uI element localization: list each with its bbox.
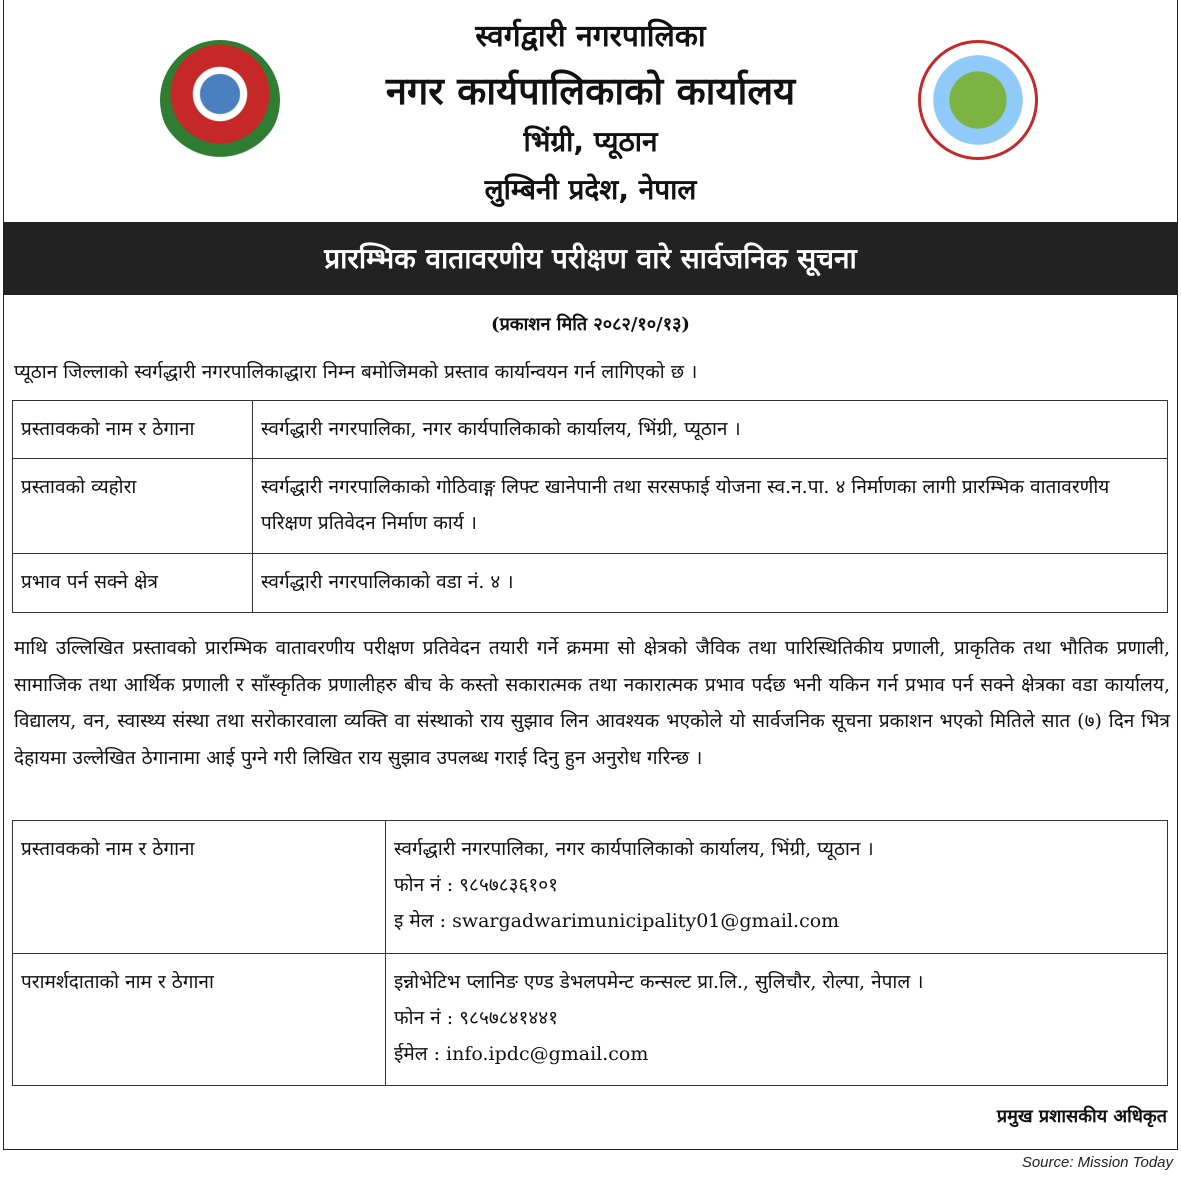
email: इ मेल : swargadwarimunicipality01@gmail.com <box>394 910 840 932</box>
row-label: परामर्शदाताको नाम र ठेगाना <box>13 954 386 1086</box>
proposal-table <box>12 400 1168 613</box>
phone: फोन नं : ९८५७८३६१०१ <box>394 874 558 896</box>
office-name: नगर कार्यपालिकाको कार्यालय <box>385 69 796 113</box>
table-row <box>13 954 1168 1086</box>
row-value: स्वर्गद्धारी नगरपालिकाको वडा नं. ४ । <box>253 554 1168 613</box>
row-value <box>386 954 1168 1086</box>
source-credit: Source: Mission Today <box>1021 1154 1173 1171</box>
signature-title: प्रमुख प्रशासकीय अधिकृत <box>996 1106 1167 1127</box>
table-row <box>13 821 1168 954</box>
publication-date: (प्रकाशन मिति २०८२/१०/१३) <box>491 314 690 335</box>
row-label: प्रभाव पर्न सक्ने क्षेत्र <box>13 554 253 613</box>
header <box>0 0 1181 222</box>
table-row <box>13 459 1168 554</box>
body-paragraph: माथि उल्लिखित प्रस्तावको प्रारम्भिक वातावरणीय परीक्षण प्रतिवेदन तयारी गर्ने क्रममा सो क्षेत्रको जैविक तथा पारिस्थितिकीय प्रणाली, प्राकृतिक तथा भौतिक प्रणाली, सामाजिक तथा आर्थिक प्रणाली र साँस्कृतिक प्रणालीहरु बीच के कस्तो सकारात्मक तथा नकारात्मक प्रभाव पर्दछ भनी यकिन गर्न प्रभाव पर्न सक्ने क्षेत्रका वडा कार्यालय, विद्यालय, वन, स्वास्थ्य संस्था तथा सरोकारवाला व्यक्ति वा संस्थाको राय सुझाव लिन आवश्यक भएकोले यो सार्वजनिक सूचना प्रकाशन भएको मितिले सात (७) दिन भित्र देहायमा उल्लेखित ठेगानामा आई पुग्ने गरी लिखित राय सुझाव उपलब्ध गराई दिनु हुन अनुरोध गरिन्छ । <box>14 637 1170 769</box>
contact-table <box>12 820 1168 1086</box>
office-location: भिंग्री, प्यूठान <box>523 125 658 158</box>
email: ईमेल : info.ipdc@gmail.com <box>394 1043 649 1065</box>
row-value <box>386 821 1168 954</box>
address: इन्नोभेटिभ प्लानिङ एण्ड डेभलपमेन्ट कन्सल्ट प्रा.लि., सुलिचौर, रोल्पा, नेपाल । <box>394 971 924 993</box>
row-label: प्रस्तावको व्यहोरा <box>13 459 253 554</box>
phone: फोन नं : ९८५७८४१४४१ <box>394 1007 558 1029</box>
municipality-name: स्वर्गद्वारी नगरपालिका <box>475 19 706 54</box>
address: स्वर्गद्धारी नगरपालिका, नगर कार्यपालिकाको कार्यालय, भिंग्री, प्यूठान । <box>394 838 874 860</box>
intro-text: प्यूठान जिल्लाको स्वर्गद्धारी नगरपालिकाद्धारा निम्न बमोजिमको प्रस्ताव कार्यान्वयन गर्न लागिएको छ । <box>14 361 698 383</box>
province: लुम्बिनी प्रदेश, नेपाल <box>484 173 697 206</box>
table-row <box>13 554 1168 613</box>
row-value: स्वर्गद्धारी नगरपालिका, नगर कार्यपालिकाको कार्यालय, भिंग्री, प्यूठान । <box>253 401 1168 459</box>
table-row <box>13 401 1168 459</box>
row-label: प्रस्तावकको नाम र ठेगाना <box>13 401 253 459</box>
row-value: स्वर्गद्धारी नगरपालिकाको गोठिवाङ्ग लिफ्ट खानेपानी तथा सरसफाई योजना स्व.न.पा. ४ निर्माणका लागी प्रारम्भिक वातावरणीय परिक्षण प्रतिवेदन निर्माण कार्य । <box>253 459 1168 554</box>
notice-title: प्रारम्भिक वातावरणीय परीक्षण वारे सार्वजनिक सूचना <box>3 222 1178 295</box>
row-label: प्रस्तावकको नाम र ठेगाना <box>13 821 386 954</box>
